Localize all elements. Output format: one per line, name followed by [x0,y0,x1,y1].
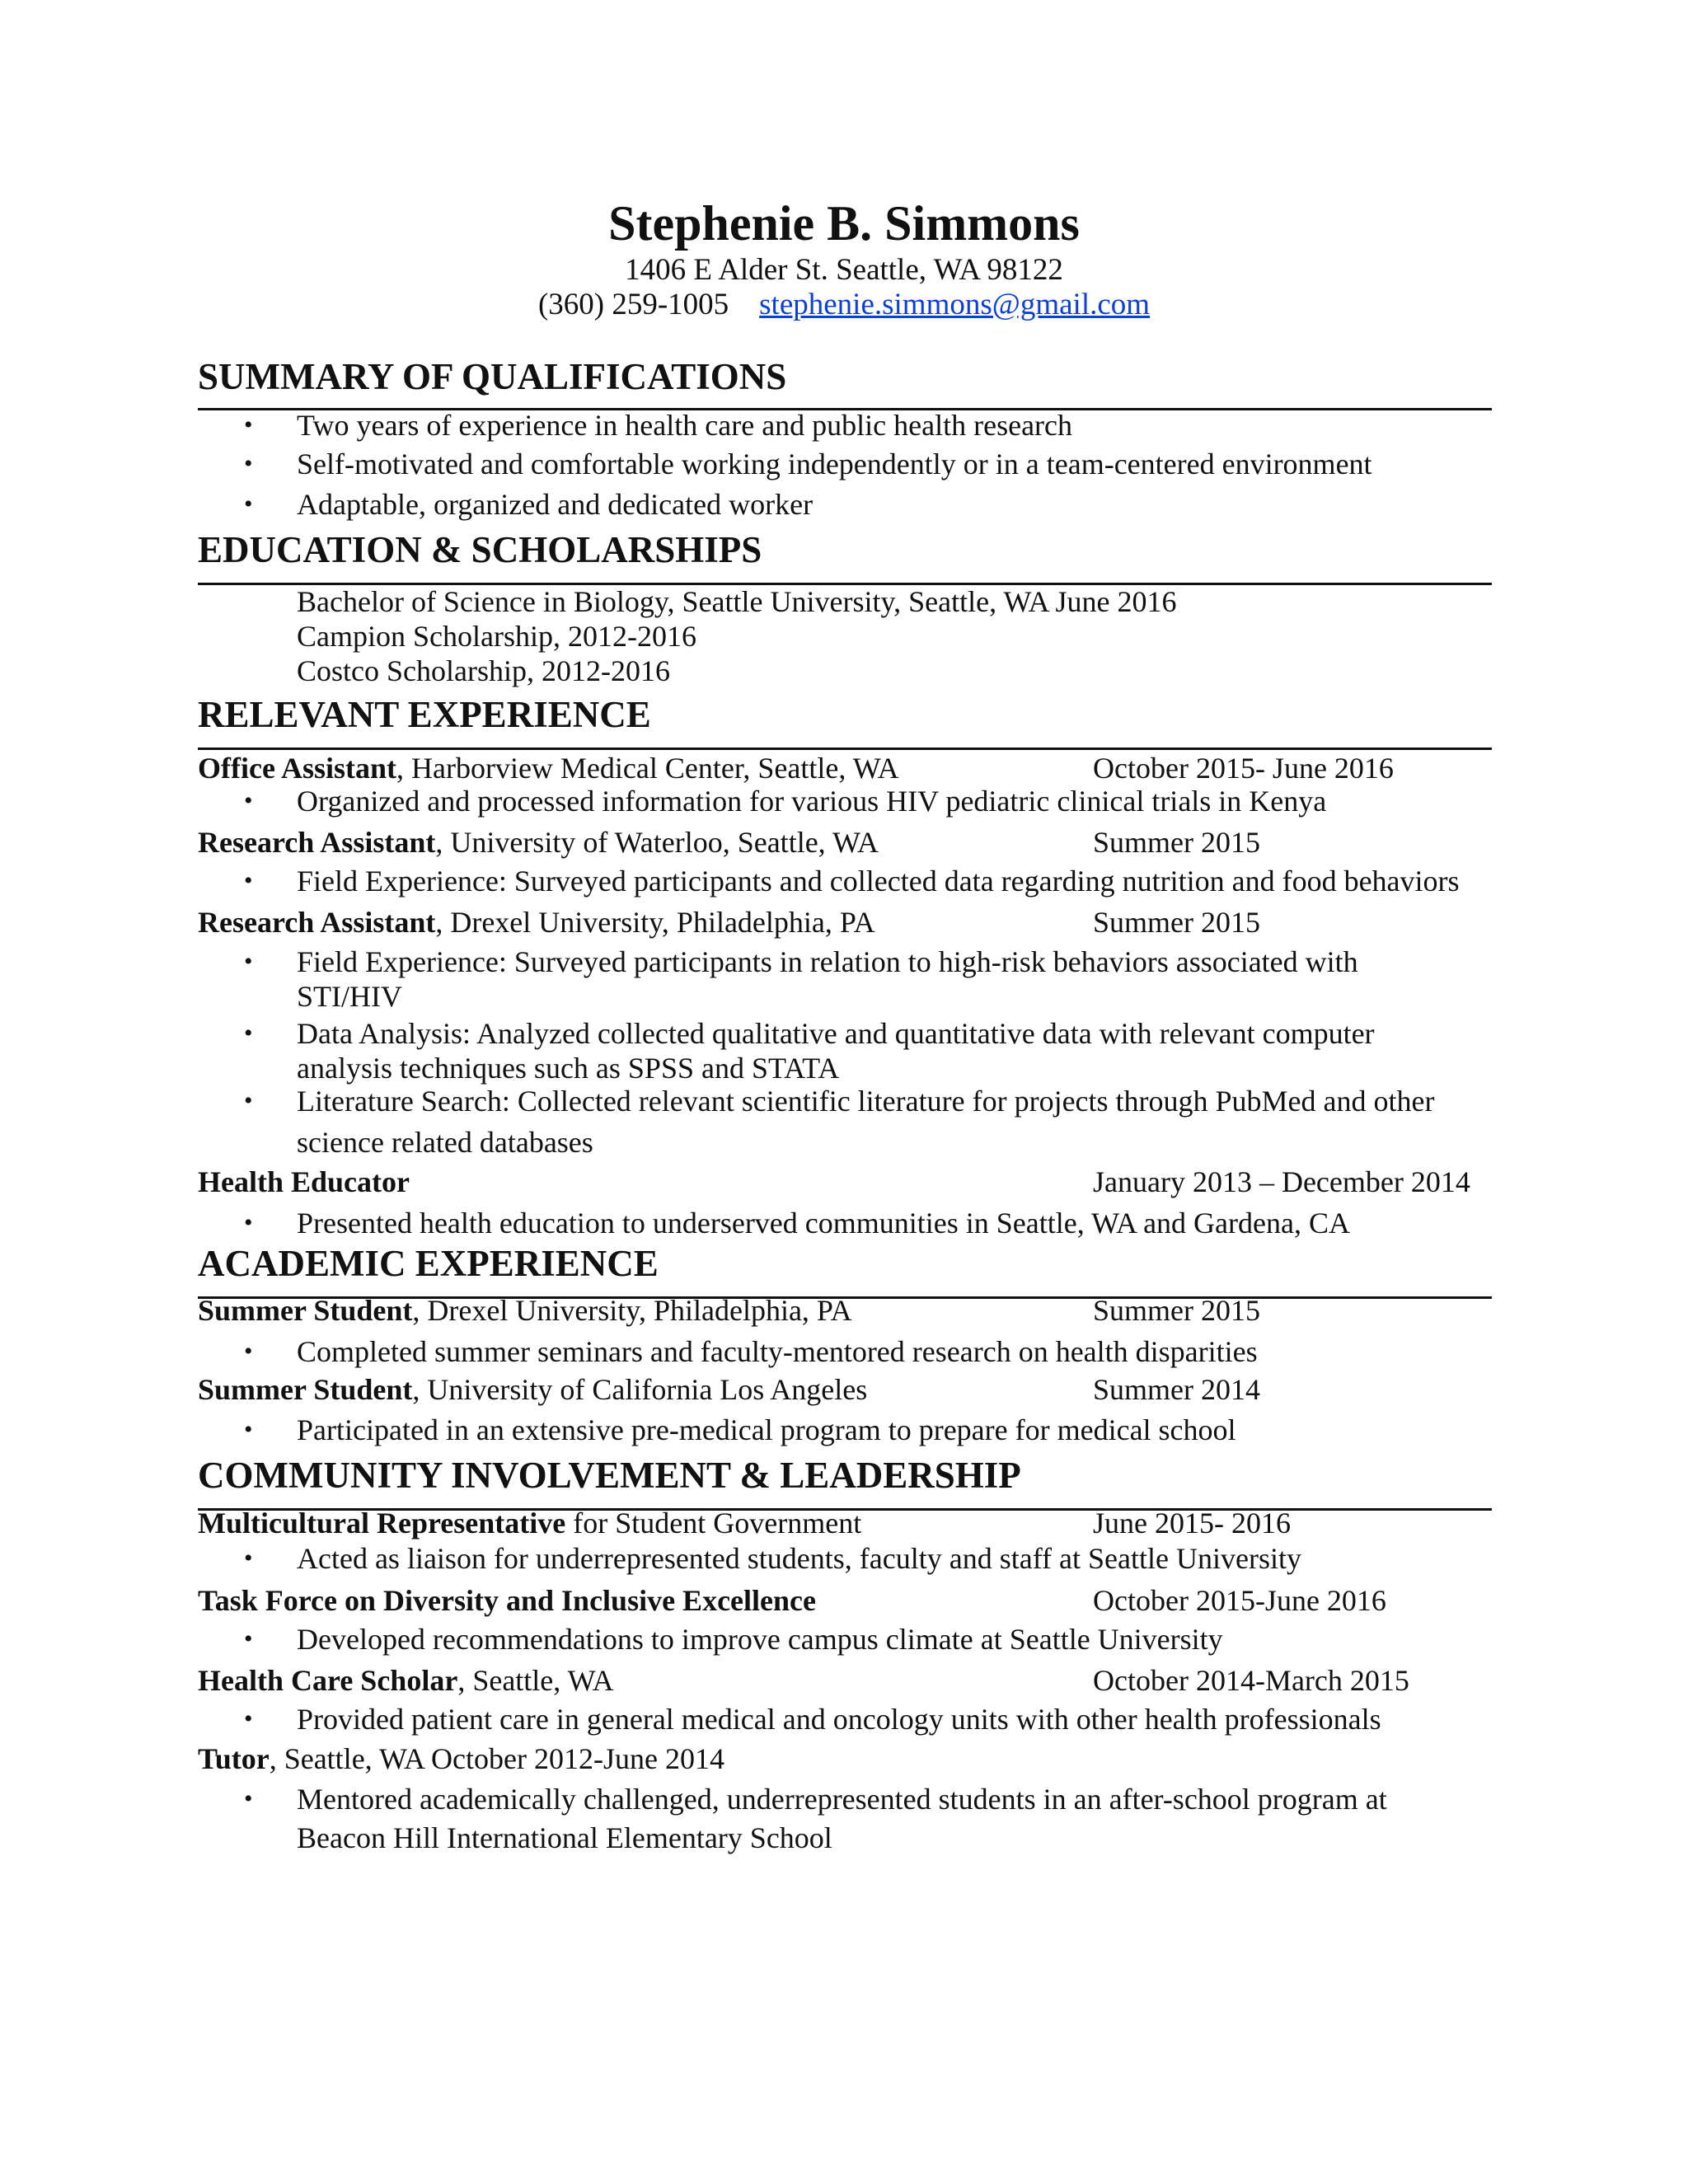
job-role: Multicultural Representative [198,1507,566,1540]
summary-bullet: Self-motivated and comfortable working independently or in a team-centered environment [297,448,1372,480]
job-bullet-continuation: analysis techniques such as SPSS and STATA [297,1052,840,1085]
job-title-line [198,1371,867,1408]
job-date: Summer 2015 [1093,906,1260,939]
job-org: , Drexel University, Philadelphia, PA [435,906,875,939]
job-date: January 2013 – December 2014 [1093,1165,1470,1198]
job-title-line [198,1582,816,1619]
job-title-line [198,750,899,786]
job-org: , University of Waterloo, Seattle, WA [435,826,879,859]
address: 1406 E Alder St. Seattle, WA 98122 [625,253,1063,287]
contact-line [0,287,1688,323]
job-bullet: Completed summer seminars and faculty-mentored research on health disparities [297,1335,1258,1368]
job-title-line [198,1164,410,1200]
job-org: , Seattle, WA October 2012-June 2014 [269,1742,724,1775]
job-bullet: Literature Search: Collected relevant scientific literature for projects through PubMed and other [297,1085,1435,1118]
bullet-icon: • [244,1087,253,1114]
job-date: October 2015- June 2016 [1093,752,1394,785]
job-bullet: Acted as liaison for underrepresented students, faculty and staff at Seattle University [297,1542,1301,1575]
job-bullet: Mentored academically challenged, underrepresented students in an after-school program at [297,1783,1387,1816]
job-title-line [198,1662,614,1699]
job-bullet: Participated in an extensive pre-medical program to prepare for medical school [297,1413,1236,1446]
section-title-education: EDUCATION & SCHOLARSHIPS [198,529,762,570]
job-org: , University of California Los Angeles [412,1373,868,1406]
job-bullet: Field Experience: Surveyed participants and collected data regarding nutrition and food behaviors [297,865,1460,898]
job-role: Office Assistant [198,752,396,785]
job-role: Research Assistant [198,826,436,859]
job-title-line [198,904,875,940]
job-role: Health Educator [198,1165,410,1198]
job-date: Summer 2015 [1093,1294,1260,1327]
job-org: , Drexel University, Philadelphia, PA [412,1294,852,1327]
job-org: for Student Government [565,1507,862,1540]
job-title-line [198,1741,724,1777]
job-bullet-continuation: science related databases [297,1126,593,1159]
email-link[interactable]: stephenie.simmons@gmail.com [759,288,1151,321]
bullet-icon: • [244,1019,253,1047]
section-title-summary: SUMMARY OF QUALIFICATIONS [198,356,787,397]
bullet-icon: • [244,1785,253,1812]
job-bullet: Provided patient care in general medical and oncology units with other health professionals [297,1703,1381,1736]
bullet-icon: • [244,1209,253,1236]
phone: (360) 259-1005 [537,288,729,321]
bullet-icon: • [244,1416,253,1443]
job-date: October 2014-March 2015 [1093,1664,1409,1697]
job-role: Task Force on Diversity and Inclusive Excellence [198,1584,816,1617]
job-title-line [198,824,879,860]
bullet-icon: • [244,1625,253,1652]
bullet-icon: • [244,948,253,975]
education-line: Bachelor of Science in Biology, Seattle University, Seattle, WA June 2016 [297,585,1177,618]
job-role: Summer Student [198,1373,413,1406]
bullet-icon: • [244,490,253,518]
section-title-academic-experience: ACADEMIC EXPERIENCE [198,1243,659,1284]
job-role: Tutor [198,1742,270,1775]
bullet-icon: • [244,1338,253,1365]
job-bullet: Developed recommendations to improve campus climate at Seattle University [297,1623,1223,1656]
section-title-relevant-experience: RELEVANT EXPERIENCE [198,694,651,735]
job-bullet: Organized and processed information for various HIV pediatric clinical trials in Kenya [297,785,1327,818]
bullet-icon: • [244,867,253,894]
job-bullet: Presented health education to underserved communities in Seattle, WA and Gardena, CA [297,1207,1350,1240]
job-role: Health Care Scholar [198,1664,458,1697]
bullet-icon: • [244,787,253,814]
job-date: Summer 2015 [1093,826,1260,859]
job-date: Summer 2014 [1093,1373,1260,1406]
job-org: , Seattle, WA [457,1664,614,1697]
job-role: Research Assistant [198,906,436,939]
job-bullet: Field Experience: Surveyed participants in relation to high-risk behaviors associated with [297,945,1358,978]
section-title-community-involvement: COMMUNITY INVOLVEMENT & LEADERSHIP [198,1455,1021,1496]
job-bullet: Data Analysis: Analyzed collected qualitative and quantitative data with relevant computer [297,1017,1375,1050]
summary-bullet: Adaptable, organized and dedicated worker [297,488,814,521]
job-date: June 2015- 2016 [1093,1507,1291,1540]
bullet-icon: • [244,1544,253,1572]
candidate-name: Stephenie B. Simmons [608,196,1080,251]
education-line: Costco Scholarship, 2012-2016 [297,654,670,687]
job-title-line [198,1292,852,1329]
summary-bullet: Two years of experience in health care and public health research [297,409,1073,442]
bullet-icon: • [244,450,253,477]
bullet-icon: • [244,1705,253,1732]
job-org: , Harborview Medical Center, Seattle, WA [396,752,899,785]
job-date: October 2015-June 2016 [1093,1584,1386,1617]
job-bullet-continuation: Beacon Hill International Elementary School [297,1821,832,1854]
bullet-icon: • [244,411,253,438]
job-bullet-continuation: STI/HIV [297,980,402,1013]
education-line: Campion Scholarship, 2012-2016 [297,620,696,653]
job-title-line [198,1505,861,1541]
job-role: Summer Student [198,1294,413,1327]
